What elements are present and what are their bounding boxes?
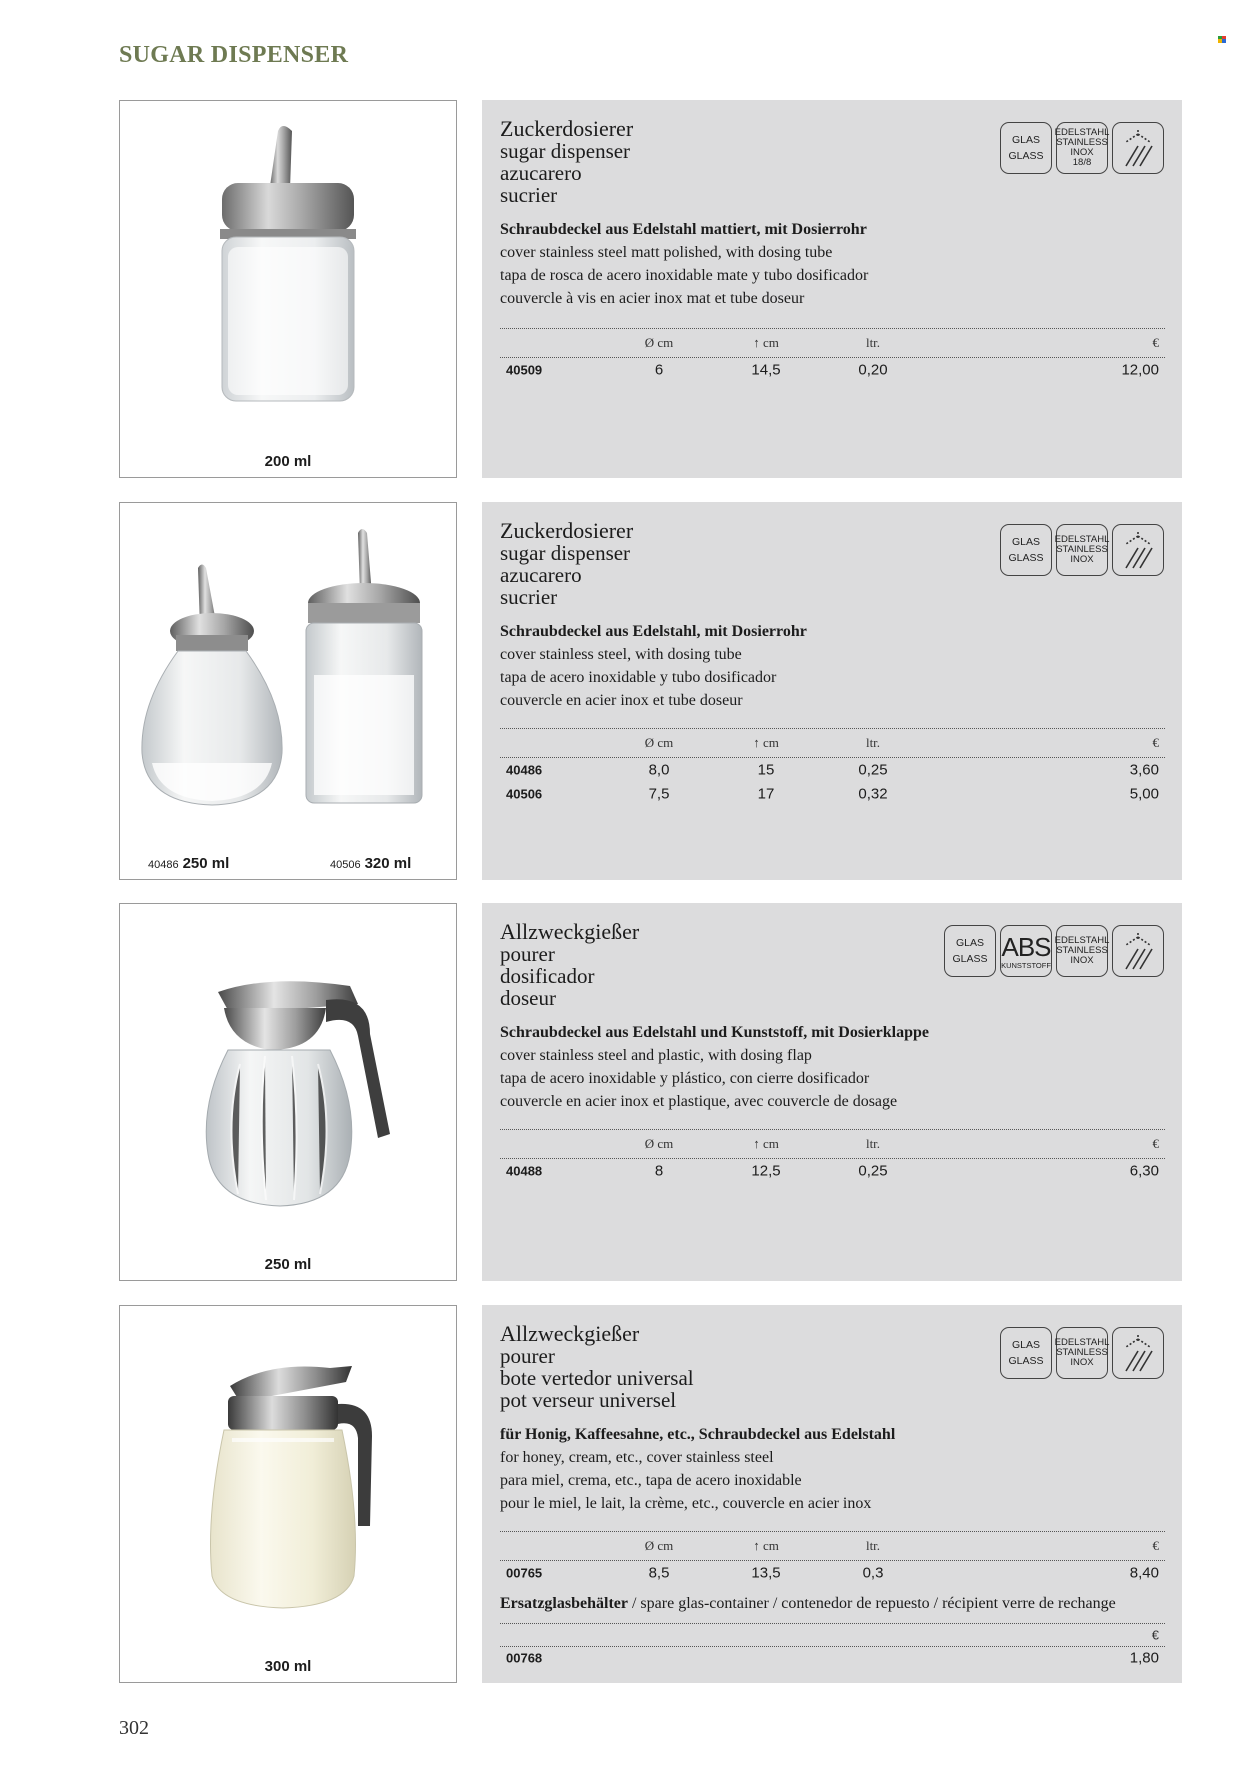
page-title: SUGAR DISPENSER xyxy=(119,42,349,68)
table-row: 40509 6 14,5 0,20 12,00 xyxy=(506,361,1159,379)
spare-table xyxy=(500,1646,1165,1670)
stainless-badge: EDELSTAHL STAINLESS INOX xyxy=(1056,925,1108,977)
capacity-caption: 40486 250 ml xyxy=(148,855,230,872)
spare-part-label: Ersatzglasbehälter / spare glas-container / contenedor de repuesto / récipient verre de rechange xyxy=(500,1595,1116,1612)
name-es: azucarero xyxy=(500,161,582,185)
capacity-caption: 300 ml xyxy=(264,1658,312,1675)
stainless-badge: EDELSTAHL STAINLESS INOX 18/8 xyxy=(1056,122,1108,174)
name-fr: sucrier xyxy=(500,183,558,207)
product-panel-1 xyxy=(482,100,1182,478)
name-de: Allzweckgießer xyxy=(500,1321,640,1346)
dishwasher-icon xyxy=(1112,1327,1164,1379)
product-description: Schraubdeckel aus Edelstahl und Kunststoff, mit Dosierklappe cover stainless steel and plastic, with dosing flap tapa de acero inoxidable y plástico, con cierre dosificador couvercle en acier inox et plastique, avec couvercle de dosage xyxy=(500,1024,929,1110)
capacity-caption: 40506 320 ml xyxy=(330,855,412,872)
sugar-dispenser-illustration xyxy=(120,101,456,477)
table-header: Ø cm ↑ cm ltr. € xyxy=(500,1129,1165,1159)
product-photo-1 xyxy=(119,100,457,478)
name-fr: doseur xyxy=(500,986,556,1010)
product-names xyxy=(500,1323,694,1411)
glass-badge: GLAS GLASS xyxy=(1000,122,1052,174)
name-fr: sucrier xyxy=(500,585,558,609)
stainless-badge: EDELSTAHL STAINLESS INOX xyxy=(1056,1327,1108,1379)
spec-table xyxy=(500,728,1165,806)
spec-table xyxy=(500,1531,1165,1585)
spec-table xyxy=(500,1129,1165,1183)
table-header: Ø cm ↑ cm ltr. € xyxy=(500,328,1165,358)
product-description: Schraubdeckel aus Edelstahl, mit Dosierrohr cover stainless steel, with dosing tube tapa de acero inoxidable y tubo dosificador couvercle en acier inox et tube doseur xyxy=(500,623,807,709)
name-es: dosificador xyxy=(500,964,595,988)
material-badges xyxy=(1000,1327,1164,1379)
name-es: bote vertedor universal xyxy=(500,1366,694,1390)
product-panel-4 xyxy=(482,1305,1182,1683)
product-description: Schraubdeckel aus Edelstahl mattiert, mit Dosierrohr cover stainless steel matt polished, with dosing tube tapa de rosca de acero inoxidable mate y tubo dosificador couvercle à vis en acier inox mat et tube doseur xyxy=(500,221,869,307)
product-names xyxy=(500,520,633,608)
name-de: Zuckerdosierer xyxy=(500,116,634,141)
product-photo-2 xyxy=(119,502,457,880)
product-names xyxy=(500,118,633,206)
dishwasher-icon xyxy=(1112,524,1164,576)
table-row: 40486 8,0 15 0,25 3,60 xyxy=(506,761,1159,779)
table-row: 00765 8,5 13,5 0,3 8,40 xyxy=(506,1564,1159,1582)
product-names xyxy=(500,921,639,1009)
sugar-dispensers-illustration xyxy=(120,503,456,879)
material-badges xyxy=(1000,122,1164,174)
glass-badge: GLAS GLASS xyxy=(944,925,996,977)
table-row: 00768 1,80 xyxy=(506,1649,1159,1667)
pourer-illustration xyxy=(120,904,456,1280)
name-en: pourer xyxy=(500,1344,555,1368)
honey-pourer-illustration xyxy=(120,1306,456,1682)
glass-badge: GLAS GLASS xyxy=(1000,524,1052,576)
color-mark-icon xyxy=(1218,36,1227,43)
name-de: Allzweckgießer xyxy=(500,919,640,944)
spare-table-header: € xyxy=(500,1623,1165,1647)
dishwasher-icon xyxy=(1112,122,1164,174)
table-header: Ø cm ↑ cm ltr. € xyxy=(500,1531,1165,1561)
product-panel-3 xyxy=(482,903,1182,1281)
material-badges xyxy=(944,925,1164,977)
name-de: Zuckerdosierer xyxy=(500,518,634,543)
table-row: 40488 8 12,5 0,25 6,30 xyxy=(506,1162,1159,1180)
name-fr: pot verseur universel xyxy=(500,1388,677,1412)
name-en: sugar dispenser xyxy=(500,139,631,163)
glass-badge: GLAS GLASS xyxy=(1000,1327,1052,1379)
product-panel-2 xyxy=(482,502,1182,880)
table-header: Ø cm ↑ cm ltr. € xyxy=(500,728,1165,758)
abs-plastic-badge: ABS KUNSTSTOFF xyxy=(1000,925,1052,977)
table-row: 40506 7,5 17 0,32 5,00 xyxy=(506,785,1159,803)
product-photo-4 xyxy=(119,1305,457,1683)
capacity-caption: 250 ml xyxy=(264,1256,312,1273)
dishwasher-icon xyxy=(1112,925,1164,977)
capacity-caption: 200 ml xyxy=(264,453,312,470)
material-badges xyxy=(1000,524,1164,576)
name-es: azucarero xyxy=(500,563,582,587)
page-number: 302 xyxy=(119,1717,149,1739)
name-en: sugar dispenser xyxy=(500,541,631,565)
name-en: pourer xyxy=(500,942,555,966)
product-description: für Honig, Kaffeesahne, etc., Schraubdeckel aus Edelstahl for honey, cream, etc., cover stainless steel para miel, crema, etc., tapa de acero inoxidable pour le miel, le lait, la crème, etc., couvercle en acier inox xyxy=(500,1426,896,1512)
stainless-badge: EDELSTAHL STAINLESS INOX xyxy=(1056,524,1108,576)
spec-table xyxy=(500,328,1165,382)
product-photo-3 xyxy=(119,903,457,1281)
